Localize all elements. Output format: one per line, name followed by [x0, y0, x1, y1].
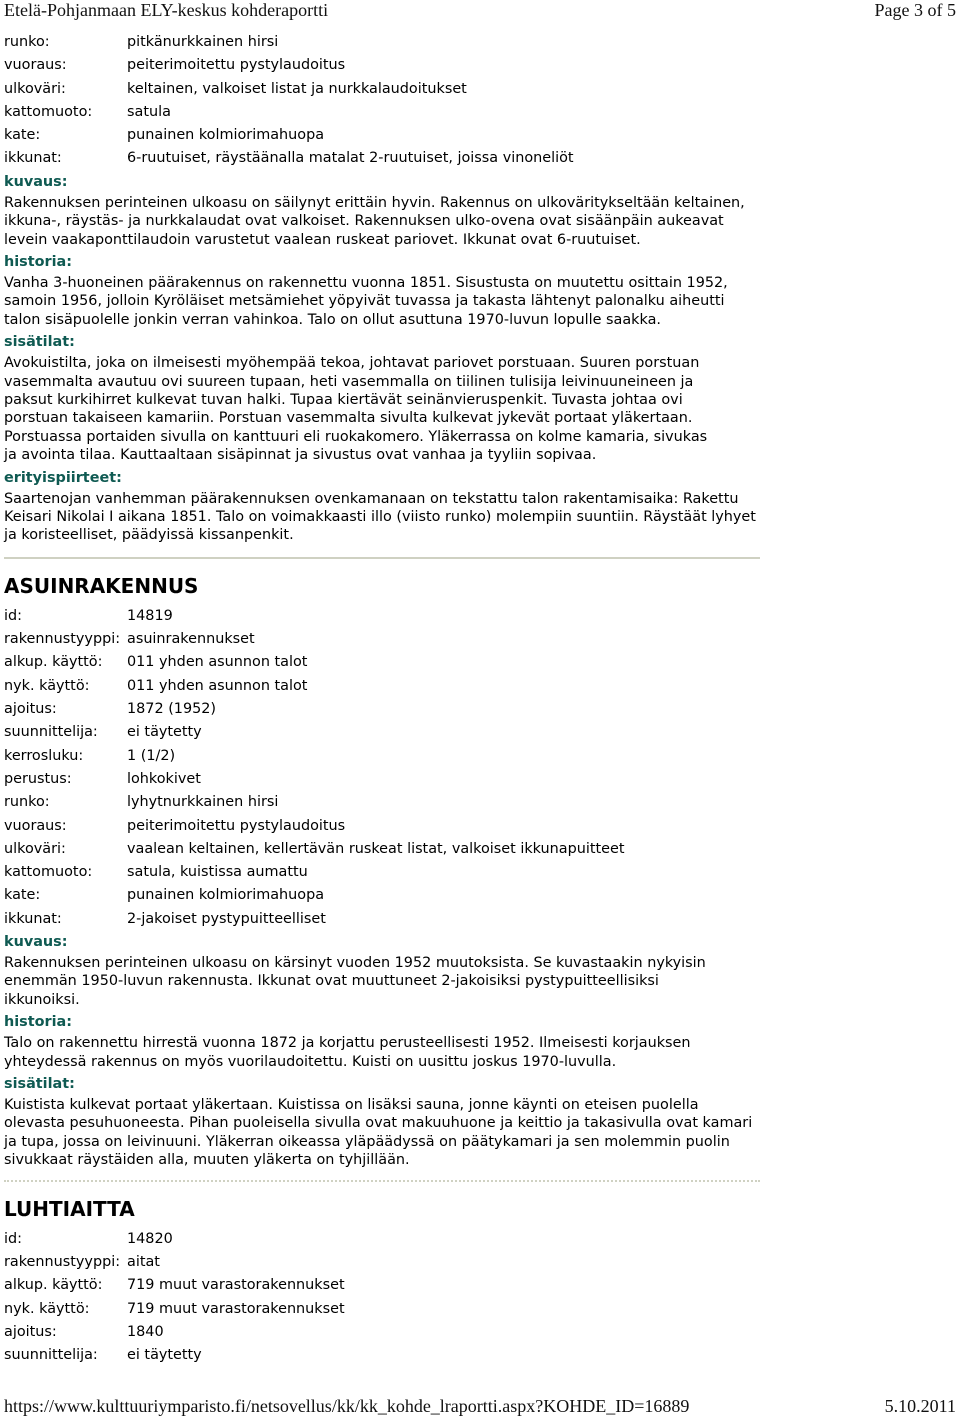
- field-row: suunnittelija: ei täytetty: [4, 724, 202, 741]
- field-row: suunnittelija: ei täytetty: [4, 1347, 202, 1364]
- field-row: runko: pitkänurkkainen hirsi: [4, 34, 279, 50]
- field-list: [4, 31, 956, 171]
- section-divider: [4, 557, 760, 559]
- section-title-asuinrakennus: ASUINRAKENNUS: [4, 573, 199, 598]
- kuvaus-label: kuvaus:: [4, 934, 68, 951]
- sisatilat-label: sisätilat:: [4, 1076, 75, 1093]
- report-title: Etelä-Pohjanmaan ELY-keskus kohderaportti: [4, 0, 329, 20]
- field-row: alkup. käyttö: 719 muut varastorakennukset: [4, 1277, 345, 1294]
- field-row: alkup. käyttö: 011 yhden asunnon talot: [4, 654, 308, 671]
- field-row: rakennustyyppi: asuinrakennukset: [4, 631, 255, 648]
- source-url[interactable]: https://www.kulttuuriymparisto.fi/netsovellus/kk/kk_kohde_lraportti.aspx?KOHDE_ID=16889: [4, 1396, 690, 1416]
- field-row: kattomuoto: satula: [4, 103, 171, 120]
- historia-label: historia:: [4, 1014, 73, 1031]
- kuvaus-text: Rakennuksen perinteinen ulkoasu on kärsinyt vuoden 1952 muutoksista. Se kuvastaakin nykyisin enemmän 1950-luvun rakennusta. Ikkunat ovat muuttuneet 2-jakoisiksi pystypuitteellisiksi ikkunoiksi.: [4, 955, 706, 1008]
- historia-text: Vanha 3-huoneinen päärakennus on rakennettu vuonna 1851. Sisustusta on muutettu osittain 1952, samoin 1956, jolloin Kyröläiset metsämiehet yöpyivät tuvassa ja takasta lähtenyt palonalku aiheutti talon sisäpuolelle jonkin verran vahinkoa. Talo on ollut asuttuna 1970-luvun lopulle saakka.: [4, 275, 728, 328]
- report-content: [4, 31, 956, 1367]
- kuvaus-label: kuvaus:: [4, 173, 68, 190]
- field-row: ulkoväri: keltainen, valkoiset listat ja nurkkalaudoitukset: [4, 80, 467, 97]
- erityispiirteet-label: erityispiirteet:: [4, 469, 122, 486]
- field-row: nyk. käyttö: 719 muut varastorakennukset: [4, 1300, 345, 1317]
- field-row: rakennustyyppi: aitat: [4, 1253, 160, 1270]
- page-number: Page 3 of 5: [874, 0, 956, 20]
- historia-text: Talo on rakennettu hirrestä vuonna 1872 ja korjattu perusteellisesti 1952. Ilmeisesti korjauksen yhteydessä rakennus on myös vuorilaudoitettu. Kuisti on uusittu joskus 1970-luvulla.: [4, 1035, 691, 1070]
- field-row: runko: lyhytnurkkainen hirsi: [4, 794, 279, 811]
- sisatilat-text: Avokuistilta, joka on ilmeisesti myöhempää tekoa, johtavat pariovet porstuaan. Suuren porstuan vasemmalta avautuu ovi suureen tupaan, heti vasemmalla on tiilinen tulisija leivinuuneineen ja paksut kurkihirret kulkevat tuvan halki. Tupaa kiertävät seinänvieruspenkit. Tuvasta johtaa ovi porstuan takaiseen kamariin. Porstuan vasemmalta sivulta kulkevat jykevät portaat yläkertaan. Porstuassa portaiden sivulla on kanttuuri eli ruokakomero. Yläkerrassa on kolme kamaria, sivukas ja avointa tilaa. Kauttaaltaan sisäpinnat ja sivustus ovat vanhaa ja tyyliin sopivaa.: [4, 355, 708, 464]
- kuvaus-text: Rakennuksen perinteinen ulkoasu on säilynyt erittäin hyvin. Rakennus on ulkoväritykseltään keltainen, ikkuna-, räystäs- ja nurkkalaudat ovat valkoiset. Rakennuksen ulko-ovena ovat sisäänpäin aukeavat levein vaakaponttilaudoin varustetut vaalean ruskeat pariovet. Ikkunat ovat 6-ruutuiset.: [4, 194, 745, 248]
- section-divider: [4, 1180, 760, 1182]
- page-header: [4, 0, 956, 24]
- field-row: kate: punainen kolmiorimahuopa: [4, 887, 325, 904]
- erityispiirteet-text: Saartenojan vanhemman päärakennuksen ovenkamanaan on tekstattu talon rakentamisaika: Rakettu Keisari Nikolai I aikana 1851. Talo on voimakkaasti illo (viisto runko) molempiin suuntiin. Räystäät lyhyet ja koristeelliset, päädyissä kissanpenkit.: [4, 490, 756, 544]
- field-row: perustus: lohkokivet: [4, 770, 201, 787]
- field-row: ikkunat: 6-ruutuiset, räystäänalla matalat 2-ruutuiset, joissa vinoneliöt: [4, 150, 574, 167]
- field-row: vuoraus: peiterimoitettu pystylaudoitus: [4, 817, 346, 834]
- sisatilat-text: Kuistista kulkevat portaat yläkertaan. Kuistissa on lisäksi sauna, jonne käynti on eteisen puolella olevasta pesuhuoneesta. Pihan puoleisella sivulla ovat makuuhuone ja keittio ja takasivulla ovat kamari ja tupa, jossa on leivinuuni. Yläkerran oikeassa yläpäädyssä on päätykamari ja sen molemmin puolin sivukkaat räystäiden alla, muuten yläkerta on tyhjillään.: [4, 1097, 753, 1169]
- field-row: vuoraus: peiterimoitettu pystylaudoitus: [4, 57, 346, 74]
- field-row: kattomuoto: satula, kuistissa aumattu: [4, 864, 308, 881]
- field-row: ikkunat: 2-jakoiset pystypuitteelliset: [4, 910, 326, 927]
- print-date: 5.10.2011: [884, 1396, 956, 1416]
- field-list: [4, 605, 956, 931]
- field-row: ajoitus: 1872 (1952): [4, 701, 217, 718]
- historia-label: historia:: [4, 254, 73, 270]
- field-row: nyk. käyttö: 011 yhden asunnon talot: [4, 677, 308, 694]
- field-row: kerrosluku: 1 (1/2): [4, 747, 176, 764]
- field-row: kate: punainen kolmiorimahuopa: [4, 127, 325, 144]
- field-list: [4, 1228, 956, 1368]
- sisatilat-label: sisätilat:: [4, 334, 75, 351]
- section-title-luhtiaitta: LUHTIAITTA: [4, 1196, 135, 1221]
- field-row: id: 14820: [4, 1230, 173, 1247]
- field-row: ajoitus: 1840: [4, 1323, 164, 1340]
- page-footer: [4, 1396, 956, 1420]
- field-row: id: 14819: [4, 607, 173, 624]
- field-row: ulkoväri: vaalean keltainen, kellertävän ruskeat listat, valkoiset ikkunapuitteet: [4, 840, 625, 857]
